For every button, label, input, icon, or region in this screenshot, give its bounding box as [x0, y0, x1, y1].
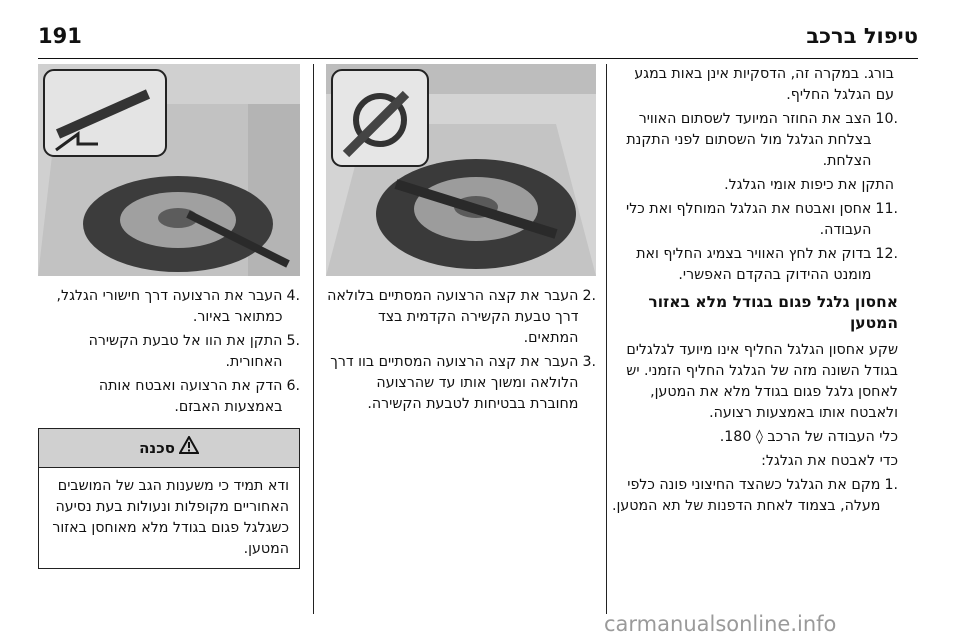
- list-item: התקן את כיפות אומי הגלגל.: [724, 177, 894, 193]
- middle-column: [326, 64, 596, 418]
- paragraph: כלי העבודה של הרכב ◊ 180.: [719, 429, 898, 445]
- spare-wheel-strap-photo: [326, 64, 596, 276]
- page-header: [38, 22, 918, 59]
- danger-text: ודא תמיד כי משענות הגב של המושבים האחוריים מקופלות ונעולות בעת נסיעה כשגלגל פגום בגודל מלא מאוחסן באזור המטען.: [52, 478, 289, 557]
- list-item: .4 העבר את הרצועה דרך חישורי הגלגל, כמתואר באיור.: [56, 288, 300, 325]
- page-number: 191: [38, 24, 82, 48]
- watermark: carmanualsonline.info: [604, 612, 837, 636]
- list-item: .2 העבר את קצה הרצועה המסתיים בלולאה דרך טבעת הקשירה הקדמית בצד המתאים.: [327, 288, 596, 346]
- subheading: אחסון גלגל פגום בגודל מלא באזור המטען: [648, 293, 898, 332]
- list-item: .5 התקן את הוו אל טבעת הקשירה האחורית.: [88, 333, 300, 370]
- paragraph: כדי לאבטח את הגלגל:: [761, 453, 898, 469]
- section-title: טיפול ברכב: [806, 24, 918, 48]
- column-divider: [313, 64, 314, 614]
- list-item: בורג. במקרה זה, הדסקיות אינן באות במגע עם הגלגל החליף.: [634, 66, 894, 103]
- danger-header: [39, 429, 299, 468]
- trunk-wheel-photo: [38, 64, 300, 276]
- list-item: .3 העבר את קצה הרצועה המסתיים בוו דרך הלולאה ומשוך אותו עד שהרצועה מחוברת בבטיחות לטבעת הקשירה.: [330, 354, 596, 412]
- right-column: [612, 64, 898, 520]
- list-item: .11 אחסן ואבטח את הגלגל המוחלף ואת כלי העבודה.: [626, 201, 898, 238]
- list-item: .12 בדוק את לחץ האוויר בצמיג החליף ואת מומנט ההידוק בהקדם האפשרי.: [636, 246, 898, 283]
- left-column: [38, 64, 300, 569]
- danger-box: [38, 428, 300, 569]
- list-item: .6 הדק את הרצועה ואבטח אותה באמצעות האבזם.: [98, 378, 300, 415]
- danger-title: סכנה: [139, 438, 175, 457]
- list-item: .10 הצב את החוזר המיועד לשסתום האוויר בצלחת הגלגל מול השסתום לפני התקנת הצלחת.: [626, 111, 898, 169]
- paragraph: שקע אחסון הגלגל החליף אינו מיועד לגלגלים בגודל השונה מזה של הגלגל החליף הזמני. יש לאחסן גלגל פגום בגודל מלא את המטען, ולאבטח אותו באמצעות רצועה.: [626, 342, 898, 421]
- column-divider: [606, 64, 607, 614]
- list-item: .1 מקם את הגלגל כשהצד החיצוני פונה כלפי מעלה, בצמוד לאחת הדפנות של תא המטען.: [611, 477, 898, 514]
- warning-triangle-icon: [179, 436, 199, 460]
